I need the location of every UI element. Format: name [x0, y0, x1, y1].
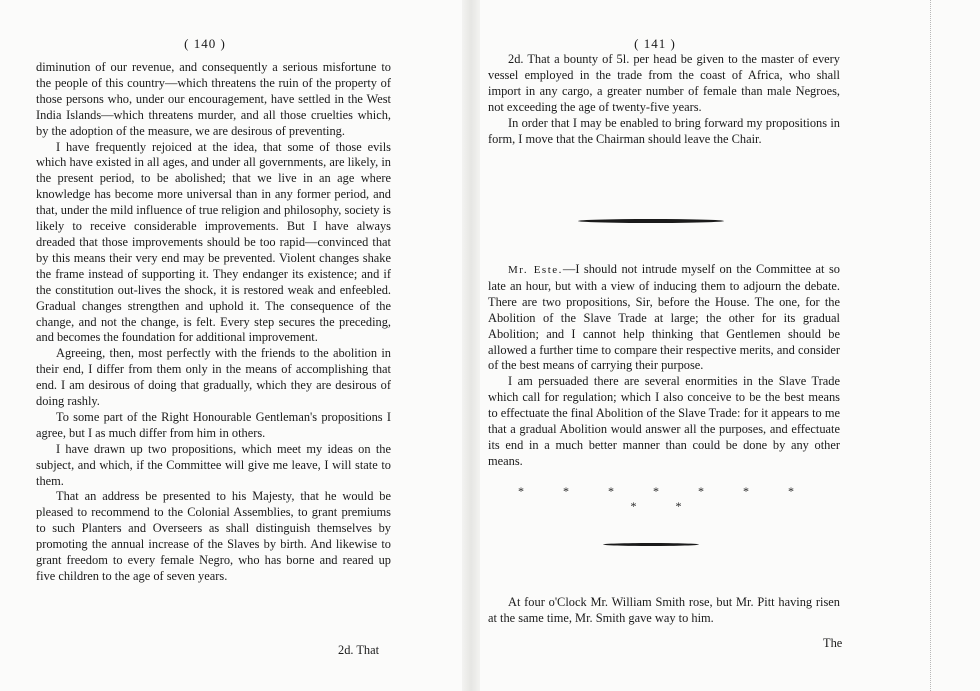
paragraph: I have frequently rejoiced at the idea, that some of those evils which have existed in all ages, and under all governments, are likely, in the present period, to be abolished; that we live in an age where knowledge has become more universal than in any former period, and that, under the mild influence of true religion and philosophy, society is likely to receive considerable improvements. But I have always dreaded that those improvements should be too rapid—convinced that by this means their very end may be prevented. Violent changes shake the frame instead of supporting it. They endanger its existence; and if the constitution out-lives the shock, it is restored weak and enfeebled. Gradual changes strengthen and uphold it. The consequence of the change, and not the change, is felt. Every step secures the preceding, and becomes the foundation for additional improvement.: [36, 139, 391, 345]
paragraph: To some part of the Right Honourable Gentleman's propositions I agree, but I as much differ from him in others.: [36, 409, 391, 440]
right-text-column: [488, 52, 840, 147]
paragraph: I have drawn up two propositions, which meet my ideas on the subject, and which, if the Committee will give me leave, I will state to them.: [36, 441, 391, 488]
paragraph: At four o'Clock Mr. William Smith rose, but Mr. Pitt having risen at the same time, Mr. Smith gave way to him.: [488, 595, 840, 625]
paragraph: Agreeing, then, most perfectly with the friends to the abolition in their end, I differ from them only in the means of accomplishing that end. I am desirous of doing that gradually, which they are desirous of doing rashly.: [36, 346, 391, 409]
speech-block: [488, 262, 840, 470]
speech-paragraph: [488, 262, 840, 374]
paragraph: 2d. That a bounty of 5l. per head be given to the master of every vessel employed in the trade from the coast of Africa, who shall import in any cargo, a greater number of female than male Negroes, not exceeding the age of twenty-five years.: [488, 52, 840, 114]
left-text-column: [36, 60, 391, 585]
asterisk-line: * * * * * * * * *: [518, 484, 812, 513]
left-page-number: ( 140 ): [184, 36, 226, 51]
speech-text: —I should not intrude myself on the Committee at so late an hour, but with a view of inducing them to adjourn the debate. There are two propositions, Sir, before the House. The one, for the Abolition of the Slave Trade at large; the other for its gradual Abolition; and I cannot help thinking that Gentlemen should be allowed a further time to compare their respective merits, and consider of the best means of carrying their purpose.: [488, 262, 840, 373]
right-catchword: The: [823, 636, 843, 650]
paragraph: I am persuaded there are several enormities in the Slave Trade which call for regulation; which I also conceive to be the best means to effectuate the final Abolition of the Slave Trade: for it appears to me that a gradual Abolition would answer all the purposes, and effectuate its end in a much better manner than could be done by any other means.: [488, 374, 840, 468]
section-rule: [578, 219, 724, 223]
paragraph: diminution of our revenue, and consequently a serious misfortune to the people of this country—which threatens the ruin of the property of those persons who, under our encouragement, have settled in the West India Islands—which threatens murder, and all those cruelties which, by the adoption of the measure, we are desirous of preventing.: [36, 60, 391, 138]
paragraph: In order that I may be enabled to bring forward my propositions in form, I move that the Chairman should leave the Chair.: [488, 115, 840, 146]
section-rule: [603, 543, 699, 546]
closing-note: [488, 594, 840, 626]
right-page-number: ( 141 ): [634, 36, 676, 51]
speaker-name: Mr. Este.: [508, 264, 563, 276]
left-catchword: 2d. That: [338, 643, 380, 657]
page-edge: [930, 0, 951, 691]
paragraph: That an address be presented to his Majesty, that he would be pleased to recommend to the Colonial Assemblies, to grant premiums to such Planters and Overseers as shall distinguish themselves by promoting the annual increase of the Slaves by birth. And likewise to grant freedom to every female Negro, who has borne and reared up five children to the age of seven years.: [36, 489, 391, 583]
book-gutter: [462, 0, 480, 691]
